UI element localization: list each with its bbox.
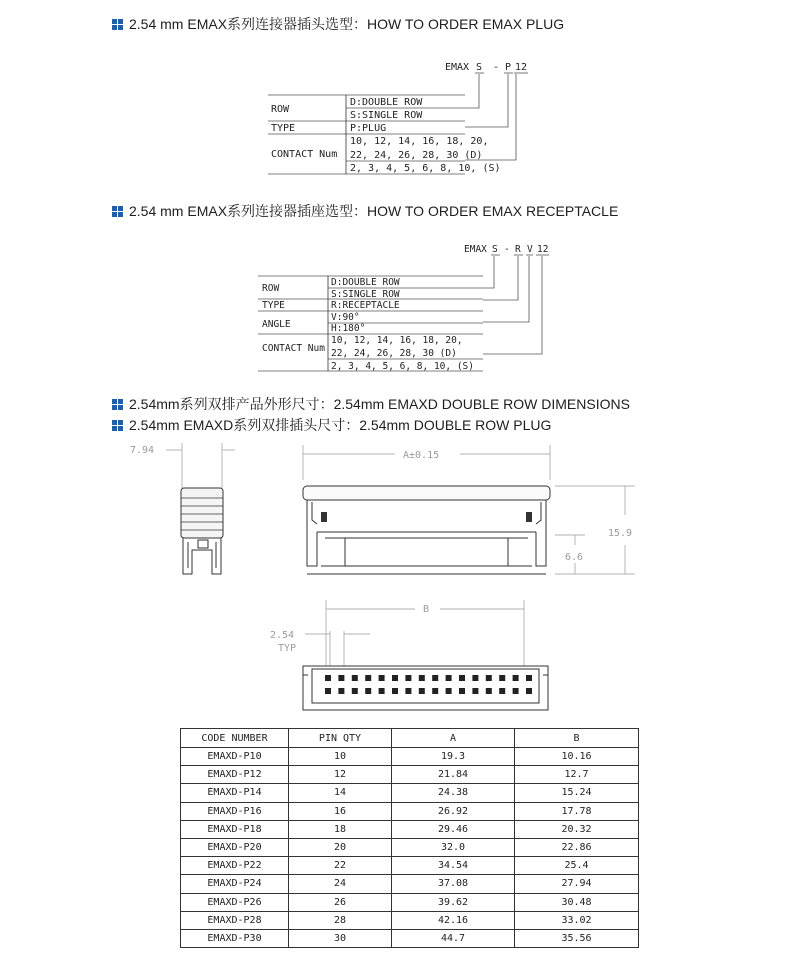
cell-a: 42.16 (392, 911, 515, 929)
pin-contact (486, 675, 492, 681)
square-bullet-icon (112, 420, 123, 431)
pin-contact (459, 675, 465, 681)
lower-height-dimension: 6.6 (565, 552, 584, 563)
front-view-drawing (285, 440, 655, 590)
pin-contact (472, 688, 478, 694)
pin-contact (352, 688, 358, 694)
square-bullet-icon (112, 206, 123, 217)
pin-contact (432, 675, 438, 681)
code-row: S (476, 62, 483, 73)
spec-table (180, 728, 639, 948)
contact-option: 22, 24, 26, 28, 30 (D) (331, 348, 457, 359)
cell-b: 30.48 (515, 893, 639, 911)
pin-contact (499, 688, 505, 694)
pin-contact (526, 675, 532, 681)
cell-pin-qty: 10 (289, 748, 392, 766)
header-b: B (515, 729, 639, 748)
height-dimension: 15.9 (608, 528, 633, 539)
pin-contact (446, 688, 452, 694)
code-prefix: EMAX (464, 244, 487, 255)
cell-a: 39.62 (392, 893, 515, 911)
cell-a: 19.3 (392, 748, 515, 766)
receptacle-order-diagram (0, 230, 800, 380)
pin-contact (325, 688, 331, 694)
plug-order-diagram (0, 0, 800, 190)
contact-option: 2, 3, 4, 5, 6, 8, 10, (S) (350, 163, 501, 174)
pin-contact (338, 675, 344, 681)
row-option: S:SINGLE ROW (331, 289, 400, 300)
pitch-dimension: 2.54 (270, 630, 295, 641)
cell-code: EMAXD-P28 (181, 911, 289, 929)
cell-b: 22.86 (515, 838, 639, 856)
type-option: P:PLUG (350, 123, 387, 134)
cell-b: 17.78 (515, 802, 639, 820)
contact-label: CONTACT Num (262, 343, 325, 354)
cell-a: 21.84 (392, 766, 515, 784)
code-angle: V (527, 244, 533, 255)
pin-contact (419, 675, 425, 681)
pin-contact (486, 688, 492, 694)
code-prefix: EMAX (445, 62, 470, 73)
heading-text: 2.54 mm EMAX系列连接器插头选型：HOW TO ORDER EMAX PLUG (129, 16, 565, 32)
pin-contact (392, 688, 398, 694)
cell-code: EMAXD-P30 (181, 929, 289, 947)
cell-a: 44.7 (392, 929, 515, 947)
cell-pin-qty: 20 (289, 838, 392, 856)
pin-contact (446, 675, 452, 681)
pin-contact (392, 675, 398, 681)
cell-code: EMAXD-P20 (181, 838, 289, 856)
contact-option: 22, 24, 26, 28, 30 (D) (350, 150, 483, 161)
pin-contact (499, 675, 505, 681)
code-type: R (515, 244, 521, 255)
cell-pin-qty: 16 (289, 802, 392, 820)
cell-b: 10.16 (515, 748, 639, 766)
cell-b: 15.24 (515, 784, 639, 802)
square-bullet-icon (112, 399, 123, 410)
cell-b: 27.94 (515, 875, 639, 893)
pin-contact (472, 675, 478, 681)
heading-double-row-dims (112, 394, 630, 414)
header-pin-qty: PIN QTY (289, 729, 392, 748)
pin-contact (513, 688, 519, 694)
angle-option: H:180° (331, 323, 366, 334)
pin-contact (513, 675, 519, 681)
cell-pin-qty: 18 (289, 820, 392, 838)
cell-b: 20.32 (515, 820, 639, 838)
cell-pin-qty: 14 (289, 784, 392, 802)
table-row (181, 820, 639, 838)
table-row (181, 875, 639, 893)
side-view-drawing (120, 438, 250, 588)
code-row: S (492, 244, 498, 255)
table-row (181, 857, 639, 875)
cell-code: EMAXD-P18 (181, 820, 289, 838)
table-row (181, 893, 639, 911)
cell-a: 37.08 (392, 875, 515, 893)
cell-pin-qty: 26 (289, 893, 392, 911)
cell-a: 24.38 (392, 784, 515, 802)
type-label: TYPE (262, 300, 285, 311)
cell-code: EMAXD-P16 (181, 802, 289, 820)
side-width-dimension: 7.94 (130, 445, 155, 456)
code-contacts: 12 (537, 244, 549, 255)
pin-contact (325, 675, 331, 681)
table-row (181, 929, 639, 947)
cell-b: 12.7 (515, 766, 639, 784)
code-dash: - (504, 244, 510, 255)
pin-contact (432, 688, 438, 694)
cell-pin-qty: 28 (289, 911, 392, 929)
cell-code: EMAXD-P10 (181, 748, 289, 766)
length-dimension: A±0.15 (403, 450, 440, 461)
row-label: ROW (271, 104, 290, 115)
pin-contact (405, 675, 411, 681)
header-a: A (392, 729, 515, 748)
heading-double-row-plug (112, 415, 551, 435)
cell-a: 29.46 (392, 820, 515, 838)
table-row (181, 766, 639, 784)
pin-contact (459, 688, 465, 694)
pin-contact (365, 675, 371, 681)
table-row (181, 838, 639, 856)
header-code-number: CODE NUMBER (181, 729, 289, 748)
pin-contact (379, 688, 385, 694)
pin-contact (352, 675, 358, 681)
contact-label: CONTACT Num (271, 149, 338, 160)
pin-contact (338, 688, 344, 694)
pin-contact (405, 688, 411, 694)
angle-label: ANGLE (262, 319, 291, 330)
pin-contact (526, 688, 532, 694)
code-type: P (505, 62, 512, 73)
cell-code: EMAXD-P22 (181, 857, 289, 875)
heading-text: 2.54 mm EMAX系列连接器插座选型：HOW TO ORDER EMAX RECEPTACLE (129, 203, 619, 219)
pitch-note: TYP (278, 643, 297, 654)
pin-view-drawing (260, 600, 580, 720)
table-row (181, 784, 639, 802)
table-row (181, 748, 639, 766)
cell-pin-qty: 22 (289, 857, 392, 875)
contact-option: 10, 12, 14, 16, 18, 20, (331, 335, 463, 346)
cell-code: EMAXD-P24 (181, 875, 289, 893)
table-header-row (181, 729, 639, 748)
cell-pin-qty: 12 (289, 766, 392, 784)
cell-pin-qty: 30 (289, 929, 392, 947)
cell-b: 35.56 (515, 929, 639, 947)
angle-option: V:90° (331, 312, 360, 323)
pin-contact (379, 675, 385, 681)
table-row (181, 911, 639, 929)
heading-text: 2.54mm系列双排产品外形尺寸：2.54mm EMAXD DOUBLE ROW DIMENSIONS (129, 396, 630, 412)
pin-contact (419, 688, 425, 694)
code-contacts: 12 (515, 62, 528, 73)
pin-contact (365, 688, 371, 694)
type-option: R:RECEPTACLE (331, 300, 400, 311)
heading-receptacle-order (112, 201, 618, 221)
pin-grid (325, 675, 532, 694)
cell-a: 32.0 (392, 838, 515, 856)
cell-a: 34.54 (392, 857, 515, 875)
row-option: D:DOUBLE ROW (350, 97, 423, 108)
cell-b: 33.02 (515, 911, 639, 929)
type-label: TYPE (271, 123, 296, 134)
row-option: S:SINGLE ROW (350, 110, 423, 121)
cell-a: 26.92 (392, 802, 515, 820)
cell-b: 25.4 (515, 857, 639, 875)
cell-pin-qty: 24 (289, 875, 392, 893)
heading-text: 2.54mm EMAXD系列双排插头尺寸：2.54mm DOUBLE ROW PLUG (129, 417, 552, 433)
cell-code: EMAXD-P14 (181, 784, 289, 802)
pin-span-dimension: B (423, 604, 430, 615)
cell-code: EMAXD-P26 (181, 893, 289, 911)
cell-code: EMAXD-P12 (181, 766, 289, 784)
contact-option: 10, 12, 14, 16, 18, 20, (350, 136, 489, 147)
code-dash: - (493, 62, 500, 73)
row-label: ROW (262, 283, 280, 294)
row-option: D:DOUBLE ROW (331, 277, 400, 288)
contact-option: 2, 3, 4, 5, 6, 8, 10, (S) (331, 361, 474, 372)
table-row (181, 802, 639, 820)
